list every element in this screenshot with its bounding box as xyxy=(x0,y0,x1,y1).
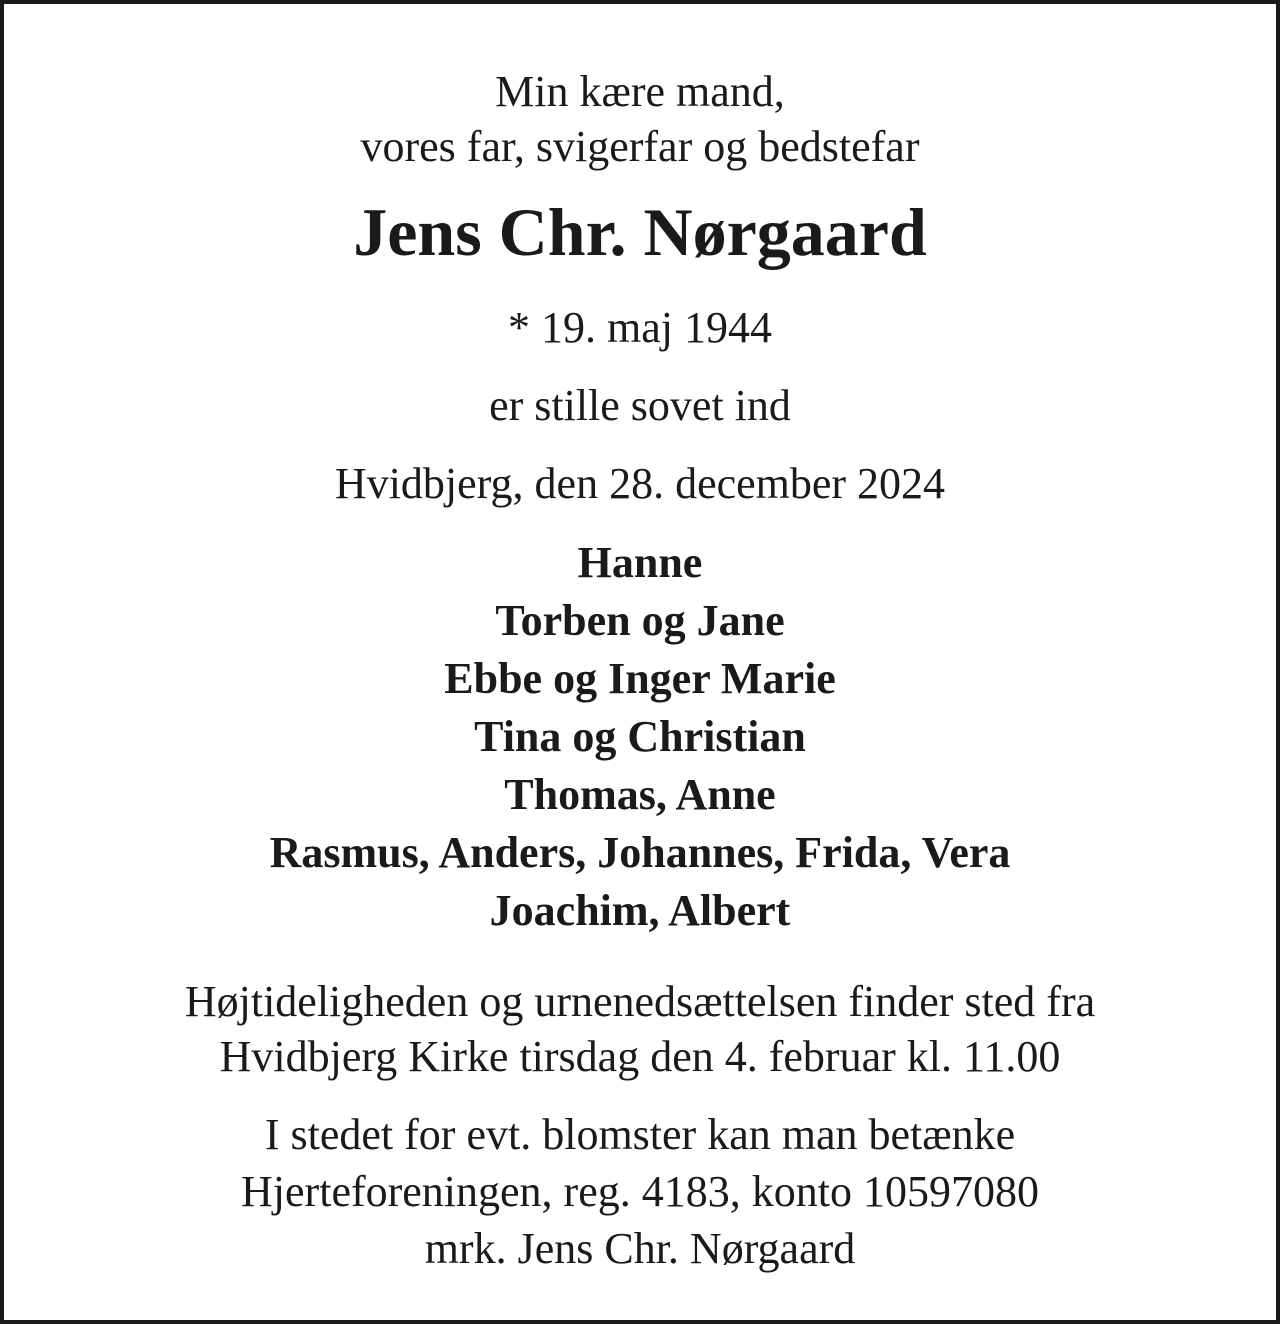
intro-line: Min kære mand, xyxy=(495,67,785,116)
family-line: Tina og Christian xyxy=(474,712,806,761)
ceremony-info xyxy=(4,974,1276,1084)
donation-info xyxy=(4,1106,1276,1277)
family-line: Torben og Jane xyxy=(495,596,785,645)
birth-date: * 19. maj 1944 xyxy=(508,303,772,352)
donation-line: Hjerteforeningen, reg. 4183, konto 10597080 xyxy=(241,1167,1039,1216)
family-line: Ebbe og Inger Marie xyxy=(444,654,836,703)
intro-line: vores far, svigerfar og bedstefar xyxy=(360,122,920,171)
family-line: Thomas, Anne xyxy=(504,770,776,819)
deceased-name: Jens Chr. Nørgaard xyxy=(353,194,927,270)
family-line: Rasmus, Anders, Johannes, Frida, Vera xyxy=(269,828,1011,877)
ceremony-line: Højtideligheden og urnenedsættelsen finder sted fra xyxy=(184,977,1096,1026)
ceremony-line: Hvidbjerg Kirke tirsdag den 4. februar kl. 11.00 xyxy=(219,1032,1061,1081)
family-line: Hanne xyxy=(577,538,703,587)
intro-text xyxy=(4,64,1276,174)
family-line: Joachim, Albert xyxy=(489,886,791,935)
place-and-date: Hvidbjerg, den 28. december 2024 xyxy=(334,459,946,508)
donation-line: mrk. Jens Chr. Nørgaard xyxy=(424,1224,856,1273)
donation-line: I stedet for evt. blomster kan man betænke xyxy=(264,1110,1016,1159)
passed-away-text: er stille sovet ind xyxy=(489,381,791,430)
family-list xyxy=(4,534,1276,940)
